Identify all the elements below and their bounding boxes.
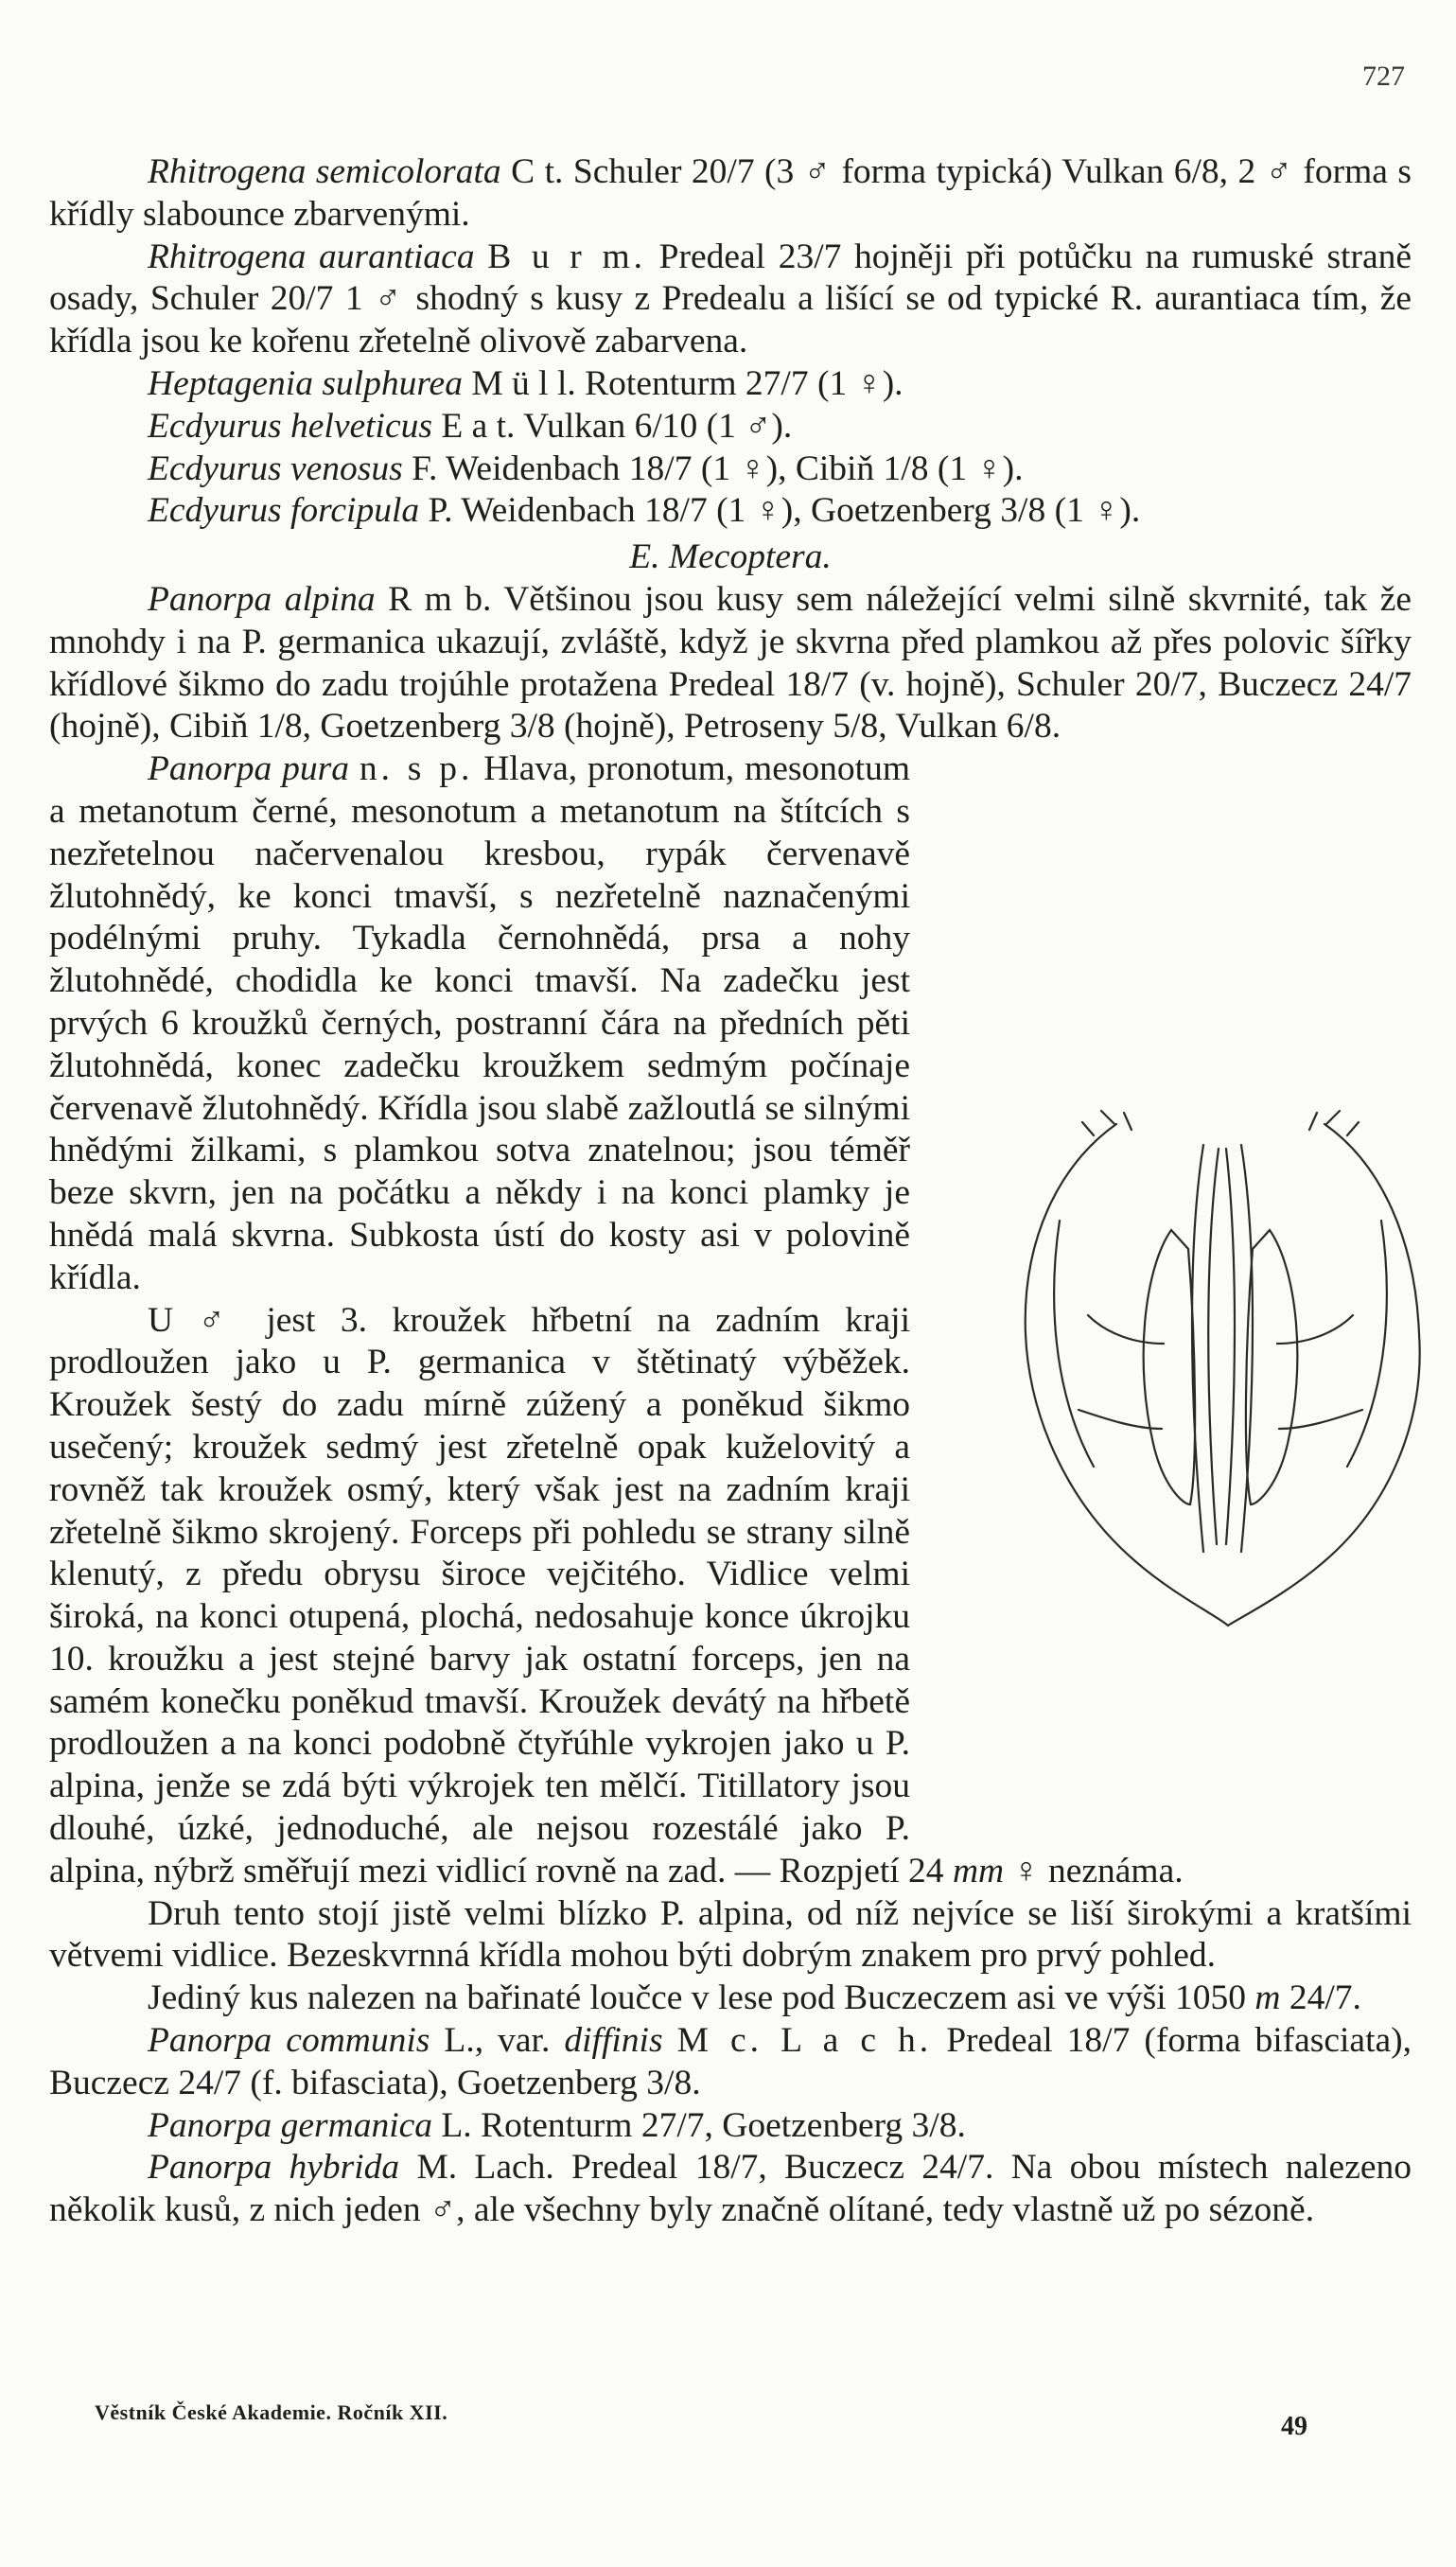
page-number: 727 xyxy=(1362,61,1405,92)
entry-ecdyurus-forcipula: Ecdyurus forcipula P. Weidenbach 18/7 (1 ♀), Goetzenberg 3/8 (1 ♀). xyxy=(148,491,1141,531)
panorpa-pura-remark: Druh tento stojí jistě velmi blízko P. alpina, od níž nejvíce se liší širokými a kratšími větvemi vidlice. Bezeskvrnná křídla mohou býti dobrým znakem pro prvý pohled. xyxy=(49,1893,1412,1976)
forceps-outline-inner xyxy=(1054,1221,1387,1467)
entry-heptagenia-sulphurea: Heptagenia sulphurea M ü l l. Rotenturm 27/7 (1 ♀). xyxy=(148,363,903,403)
panorpa-pura-male: U ♂ jest 3. kroužek hřbetní na zadním kraji prodloužen jako u P. germanica v štětinatý výběžek. Kroužek šestý do zadu mírně zúžený a poněkud šikmo usečený; kroužek sedmý jest zřetelně opak kuželovitý a rovněž tak kroužek osmý, který však jest na zadním kraji zřetelně šikmo skrojený. Forceps při pohledu se strany silně klenutý, z předu obrysu široce vejčitého. Vidlice velmi široká, na konci otupená, plochá, nedosahuje konce úkrojku 10. kroužku a jest stejné barvy jak ostatní forceps, jen na samém konečku poněkud tmavší. Kroužek devátý na hřbetě prodloužen a na konci podobně čtyřúhle vykrojen jako u P. alpina, jenže se zdá býti výkrojek ten mělčí. Titillatory jsou dlouhé, úzké, jednoduché, ale nejsou rozestálé jako P. alpina, nýbrž směřují mezi vidlicí rovně na zad. — Rozpjetí 24 mm ♀ neznáma. xyxy=(49,1300,1184,1890)
entry-ecdyurus-venosus: Ecdyurus venosus F. Weidenbach 18/7 (1 ♀), Cibiň 1/8 (1 ♀). xyxy=(148,448,1024,488)
entry-panorpa-hybrida: Panorpa hybrida M. Lach. Predeal 18/7, Buczecz 24/7. Na obou místech nalezeno několik kusů, z nich jeden ♂, ale všechny byly značně olítané, tedy vlastně už po sézoně. xyxy=(49,2148,1412,2230)
segment-line-left xyxy=(1079,1315,1164,1429)
entry-panorpa-germanica: Panorpa germanica L. Rotenturm 27/7, Goetzenberg 3/8. xyxy=(148,2105,966,2145)
sheet-number: 49 xyxy=(1281,2412,1307,2441)
footer-journal: Věstník České Akademie. Ročník XII. xyxy=(95,2400,448,2424)
entry-rhitrogena-aurantiaca: Rhitrogena aurantiaca B u r m. Predeal 23/7 hojněji při potůčku na rumuské straně osady, Schuler 20/7 1 ♂ shodný s kusy z Predealu a lišící se od typické R. aurantiaca tím, že křídla jsou ke kořenu zřetelně olivově zabarvena. xyxy=(49,237,1412,361)
entry-panorpa-alpina: Panorpa alpina R m b. Většinou jsou kusy sem náležející velmi silně skvrnité, tak že mnohdy i na P. germanica ukazují, zvláště, když je skvrna před plamkou až přes polovic šířky křídlové šikmo do zadu trojúhle protažena Predeal 18/7 (v. hojně), Schuler 20/7, Buczecz 24/7 (hojně), Cibiň 1/8, Goetzenberg 3/8 (hojně), Petroseny 5/8, Vulkan 6/8. xyxy=(49,579,1412,747)
entry-panorpa-pura: Panorpa pura n. s p. Hlava, pronotum, mesonotum a metanotum černé, mesonotum a metanotum na štítcích s nezřetelnou načervenalou kresbou, rypák červenavě žlutohnědý, ke konci tmavší, s nezřetelně naznačenými podélnými pruhy. Tykadla černohnědá, prsa a nohy žlutohnědé, chodidla ke konci tmavší. Na zadečku jest prvých 6 kroužků černých, postranní čára na předních pěti žlutohnědá, konec zadečku kroužkem sedmým počínaje červenavě žlutohnědý. Křídla jsou slabě zažloutlá se silnými hnědými žilkami, s plamkou sotva znatelnou; jsou téměř beze skvrn, jen na počátku a někdy i na konci plamky je hnědá malá skvrna. Subkosta ústí do kosty asi v polovině křídla. xyxy=(49,749,911,1297)
titillator-right xyxy=(1246,1230,1297,1504)
titillator-left xyxy=(1144,1230,1195,1504)
forceps-figure xyxy=(1003,1107,1438,1637)
entry-rhitrogena-semicolorata: Rhitrogena semicolorata C t. Schuler 20/7 (3 ♂ forma typická) Vulkan 6/8, 2 ♂ forma s křídly slabounce zbarvenými. xyxy=(49,152,1412,234)
fork-left-inner xyxy=(1208,1149,1219,1544)
entry-ecdyurus-helveticus: Ecdyurus helveticus E a t. Vulkan 6/10 (1 ♂). xyxy=(148,406,793,446)
section-heading: E. Mecoptera. xyxy=(629,537,832,577)
entry-panorpa-communis: Panorpa communis L., var. diffinis M c. L a c h. Predeal 18/7 (forma bifasciata), Buczecz 24/7 (f. bifasciata), Goetzenberg 3/8. xyxy=(49,2021,1412,2102)
panorpa-pura-locality: Jediný kus nalezen na bařinaté loučce v lese pod Buczeczem asi ve výši 1050 m 24/7. xyxy=(148,1978,1361,2018)
fork-right xyxy=(1226,1149,1235,1544)
segment-line-right xyxy=(1277,1315,1362,1429)
forceps-outline xyxy=(1026,1124,1420,1626)
